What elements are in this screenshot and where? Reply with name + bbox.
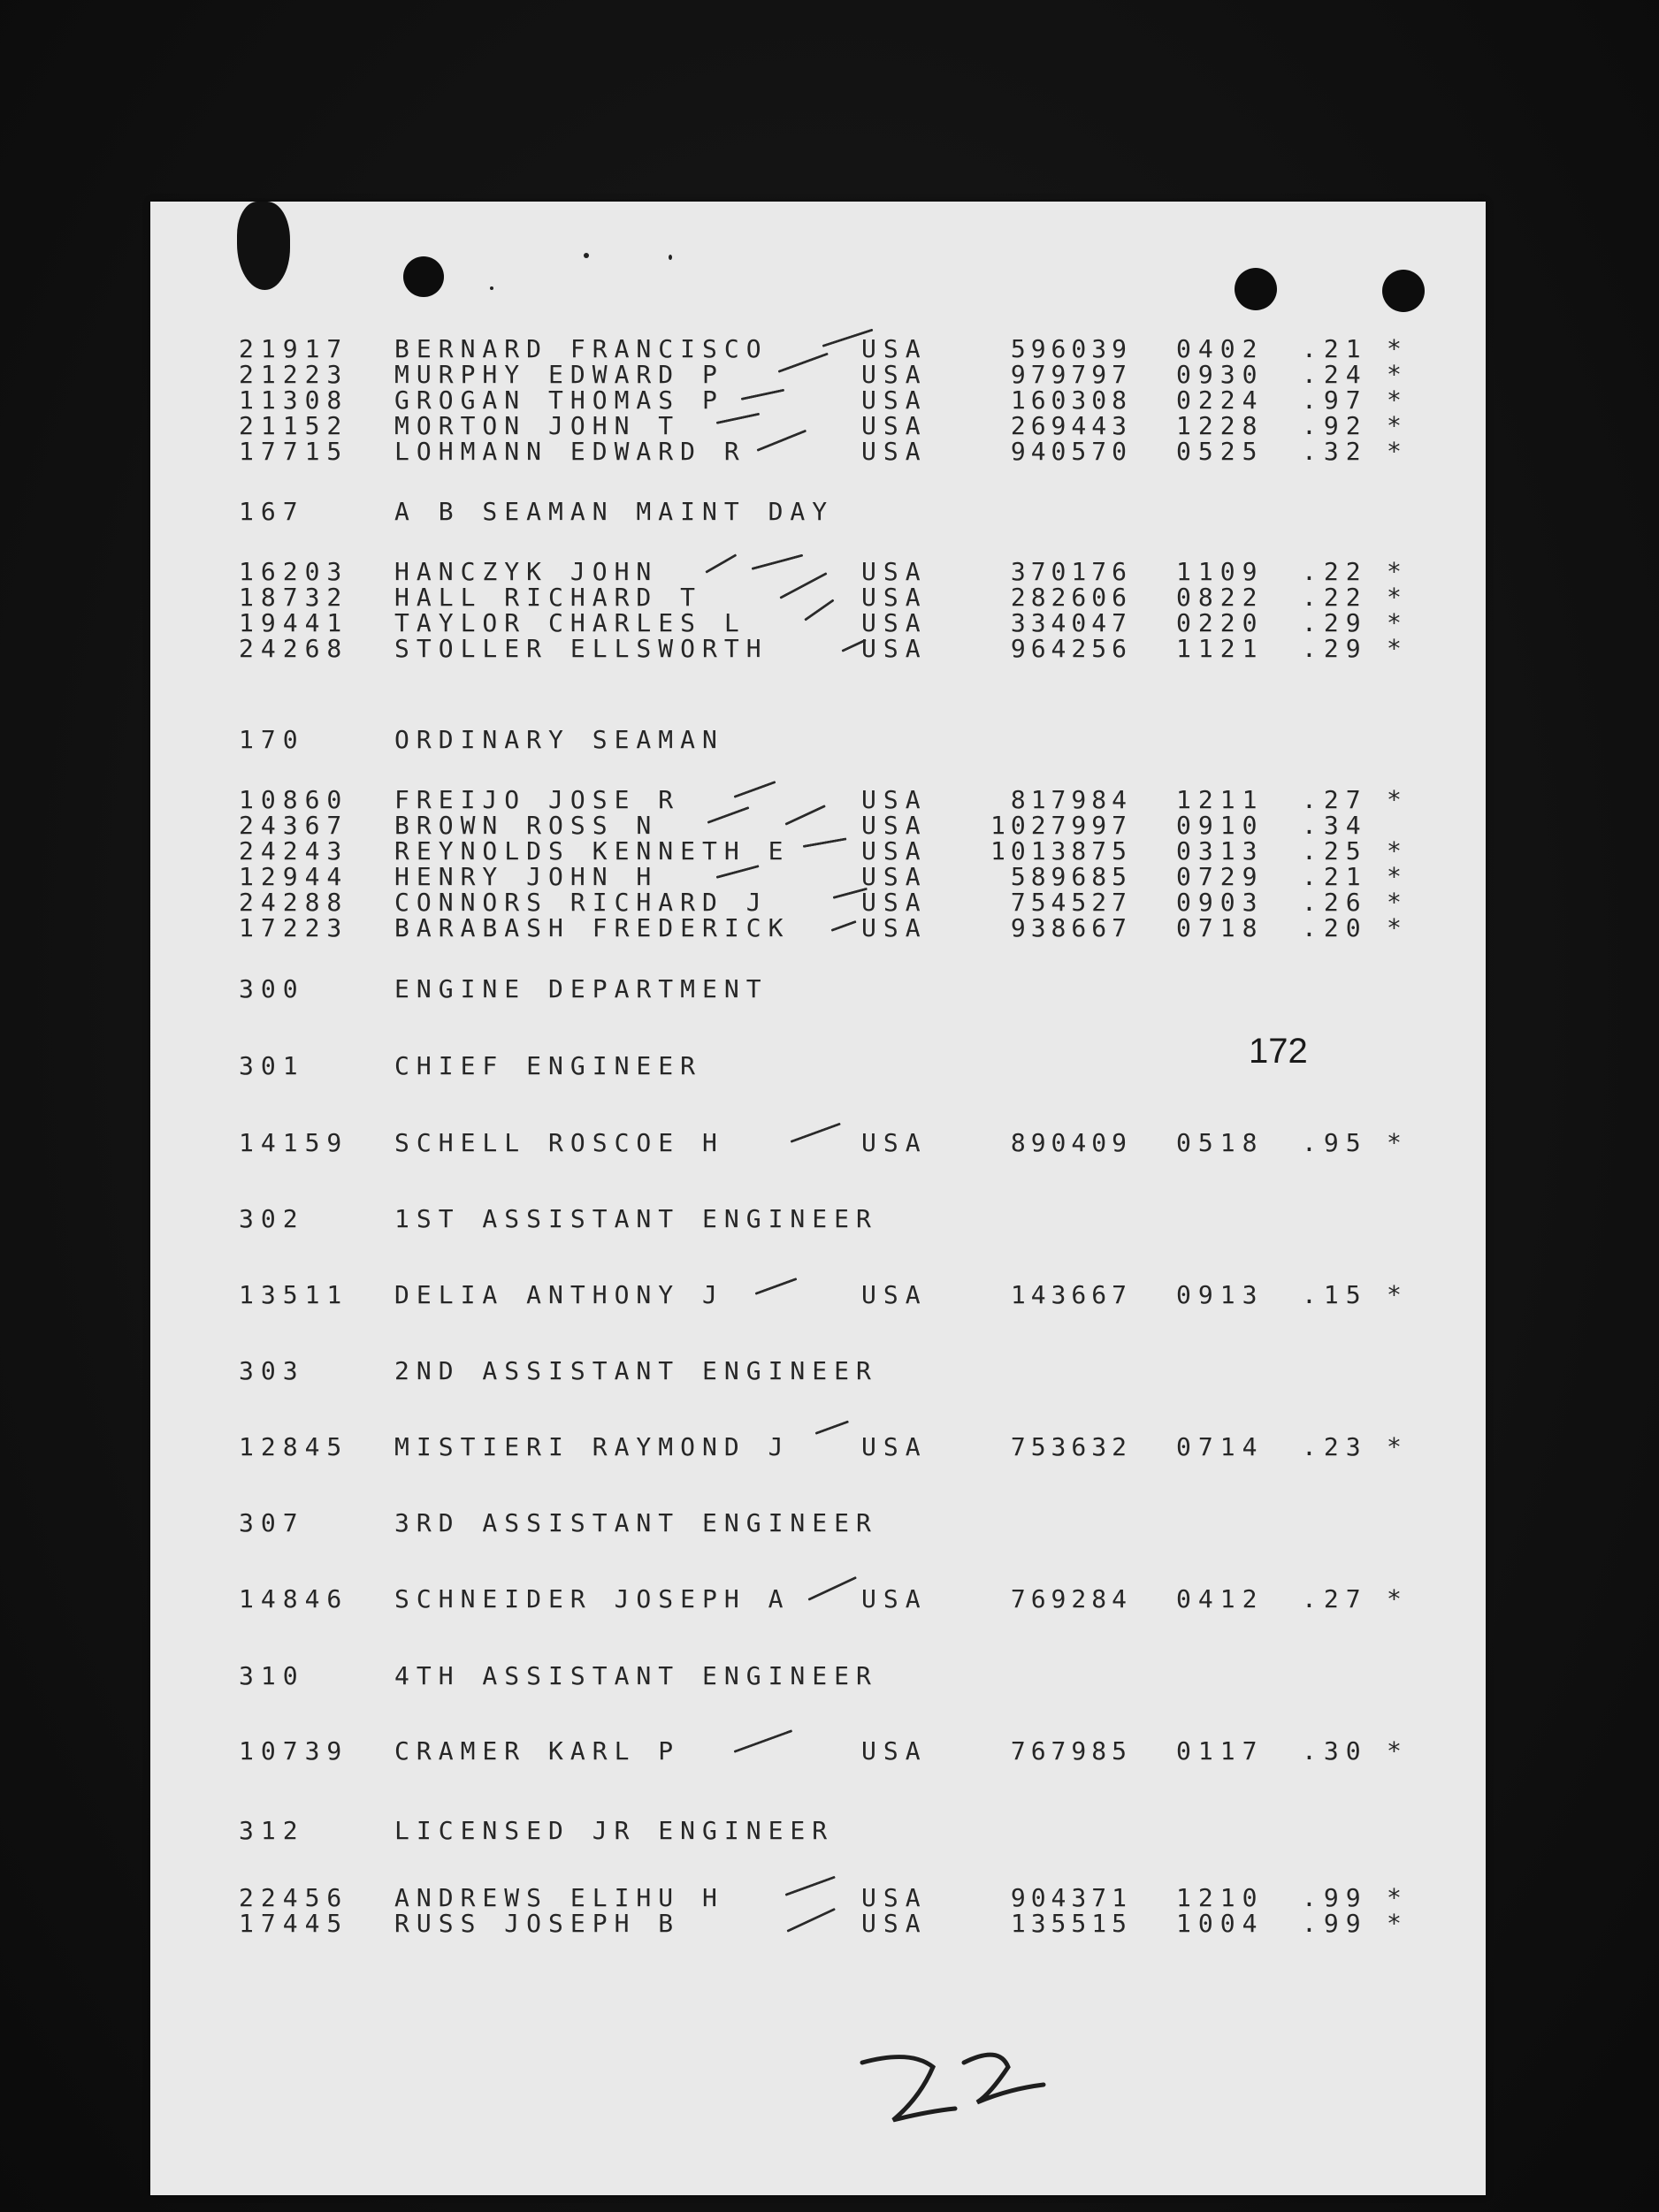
section-heading (150, 1818, 1486, 1844)
check-mark (830, 920, 856, 932)
crew-id: 14846 (239, 1584, 349, 1613)
crew-date: 0402 (1176, 334, 1265, 363)
section-code: 312 (239, 1816, 305, 1845)
crew-number: 938667 (1010, 913, 1132, 942)
crew-date: 0913 (1176, 1280, 1265, 1309)
punch-hole (1235, 268, 1277, 310)
section-title: 3RD ASSISTANT ENGINEER (394, 1508, 878, 1537)
check-mark (803, 837, 847, 848)
crew-id: 24268 (239, 634, 349, 663)
crew-mark: * (1387, 411, 1409, 440)
crew-mark: * (1387, 360, 1409, 389)
crew-nationality: USA (861, 385, 928, 415)
crew-name: RUSS JOSEPH B (394, 1909, 681, 1938)
crew-id: 24367 (239, 811, 349, 840)
crew-date: 0930 (1176, 360, 1265, 389)
crew-rate: .22 (1302, 583, 1368, 612)
crew-nationality: USA (861, 557, 928, 586)
crew-name: MORTON JOHN T (394, 411, 681, 440)
section-code: 310 (239, 1661, 305, 1690)
crew-id: 21152 (239, 411, 349, 440)
crew-row (150, 362, 1486, 388)
crew-mark: * (1387, 1909, 1409, 1938)
crew-id: 19441 (239, 608, 349, 637)
crew-number: 979797 (1010, 360, 1132, 389)
crew-id: 24243 (239, 836, 349, 866)
crew-number: 135515 (1010, 1909, 1132, 1938)
section-title: 1ST ASSISTANT ENGINEER (394, 1204, 878, 1233)
crew-row (150, 439, 1486, 465)
crew-date: 0412 (1176, 1584, 1265, 1613)
crew-row (150, 1885, 1486, 1911)
section-title: CHIEF ENGINEER (394, 1051, 703, 1080)
crew-rate: .99 (1302, 1883, 1368, 1912)
dust-speck (584, 253, 589, 258)
section-heading (150, 1510, 1486, 1537)
crew-number: 754527 (1010, 888, 1132, 917)
crew-nationality: USA (861, 785, 928, 814)
check-mark (754, 1278, 797, 1295)
crew-row (150, 864, 1486, 890)
crew-list-sheet (150, 202, 1486, 2195)
crew-row (150, 1282, 1486, 1308)
section-heading (150, 1663, 1486, 1690)
crew-nationality: USA (861, 811, 928, 840)
crew-row (150, 812, 1486, 839)
crew-number: 269443 (1010, 411, 1132, 440)
crew-mark: * (1387, 1128, 1409, 1157)
crew-nationality: USA (861, 913, 928, 942)
crew-name: CRAMER KARL P (394, 1736, 681, 1766)
check-mark (752, 554, 804, 570)
crew-nationality: USA (861, 888, 928, 917)
crew-number: 143667 (1010, 1280, 1132, 1309)
crew-id: 10739 (239, 1736, 349, 1766)
section-code: 167 (239, 497, 305, 526)
check-mark (733, 1729, 792, 1753)
crew-id: 11308 (239, 385, 349, 415)
crew-id: 18732 (239, 583, 349, 612)
crew-rate: .95 (1302, 1128, 1368, 1157)
crew-number: 589685 (1010, 862, 1132, 891)
check-mark (741, 389, 785, 400)
crew-name: REYNOLDS KENNETH E (394, 836, 791, 866)
crew-number: 596039 (1010, 334, 1132, 363)
section-code: 300 (239, 974, 305, 1003)
crew-nationality: USA (861, 411, 928, 440)
check-mark (733, 781, 776, 798)
crew-nationality: USA (861, 1280, 928, 1309)
crew-mark: * (1387, 1584, 1409, 1613)
crew-number: 817984 (1010, 785, 1132, 814)
crew-date: 0525 (1176, 437, 1265, 466)
crew-mark: * (1387, 608, 1409, 637)
crew-number: 282606 (1010, 583, 1132, 612)
check-mark (716, 865, 760, 879)
crew-row (150, 1434, 1486, 1461)
crew-row (150, 838, 1486, 865)
crew-mark: * (1387, 785, 1409, 814)
crew-id: 21223 (239, 360, 349, 389)
crew-id: 13511 (239, 1280, 349, 1309)
section-title: LICENSED JR ENGINEER (394, 1816, 835, 1845)
crew-nationality: USA (861, 360, 928, 389)
crew-nationality: USA (861, 836, 928, 866)
crew-date: 0313 (1176, 836, 1265, 866)
crew-rate: .26 (1302, 888, 1368, 917)
crew-id: 12845 (239, 1432, 349, 1461)
crew-number: 964256 (1010, 634, 1132, 663)
crew-name: LOHMANN EDWARD R (394, 437, 746, 466)
section-heading (150, 976, 1486, 1003)
crew-id: 17715 (239, 437, 349, 466)
crew-row (150, 915, 1486, 942)
punch-hole (1382, 270, 1425, 312)
crew-date: 0729 (1176, 862, 1265, 891)
crew-number: 160308 (1010, 385, 1132, 415)
crew-rate: .34 (1302, 811, 1368, 840)
crew-rate: .23 (1302, 1432, 1368, 1461)
dust-speck (490, 286, 493, 290)
crew-rate: .27 (1302, 785, 1368, 814)
crew-date: 1004 (1176, 1909, 1265, 1938)
crew-name: DELIA ANTHONY J (394, 1280, 724, 1309)
crew-rate: .92 (1302, 411, 1368, 440)
crew-name: ANDREWS ELIHU H (394, 1883, 724, 1912)
crew-id: 24288 (239, 888, 349, 917)
section-code: 170 (239, 725, 305, 754)
section-title: ORDINARY SEAMAN (394, 725, 724, 754)
crew-date: 0220 (1176, 608, 1265, 637)
section-title: A B SEAMAN MAINT DAY (394, 497, 835, 526)
crew-number: 1013875 (990, 836, 1132, 866)
crew-nationality: USA (861, 583, 928, 612)
crew-name: SCHELL ROSCOE H (394, 1128, 724, 1157)
crew-row (150, 1586, 1486, 1613)
crew-date: 1210 (1176, 1883, 1265, 1912)
crew-nationality: USA (861, 1584, 928, 1613)
crew-row (150, 559, 1486, 585)
crew-date: 1109 (1176, 557, 1265, 586)
crew-row (150, 636, 1486, 662)
crew-id: 14159 (239, 1128, 349, 1157)
crew-name: HANCZYK JOHN (394, 557, 659, 586)
crew-nationality: USA (861, 862, 928, 891)
crew-id: 21917 (239, 334, 349, 363)
check-mark (784, 1876, 835, 1896)
dust-speck (669, 255, 672, 260)
crew-nationality: USA (861, 1736, 928, 1766)
section-title: 2ND ASSISTANT ENGINEER (394, 1356, 878, 1385)
crew-rate: .25 (1302, 836, 1368, 866)
crew-mark: * (1387, 334, 1409, 363)
crew-date: 0117 (1176, 1736, 1265, 1766)
crew-rate: .24 (1302, 360, 1368, 389)
check-mark (716, 413, 761, 424)
check-mark (786, 1908, 836, 1933)
section-title: 4TH ASSISTANT ENGINEER (394, 1661, 878, 1690)
crew-mark: * (1387, 583, 1409, 612)
crew-rate: .97 (1302, 385, 1368, 415)
crew-date: 0224 (1176, 385, 1265, 415)
crew-nationality: USA (861, 1909, 928, 1938)
crew-name: STOLLER ELLSWORTH (394, 634, 768, 663)
crew-id: 22456 (239, 1883, 349, 1912)
section-code: 302 (239, 1204, 305, 1233)
crew-row (150, 1130, 1486, 1156)
crew-rate: .30 (1302, 1736, 1368, 1766)
crew-rate: .21 (1302, 334, 1368, 363)
crew-number: 1027997 (990, 811, 1132, 840)
crew-row (150, 1911, 1486, 1937)
crew-mark: * (1387, 862, 1409, 891)
section-code: 301 (239, 1051, 305, 1080)
crew-mark: * (1387, 557, 1409, 586)
crew-name: GROGAN THOMAS P (394, 385, 724, 415)
crew-number: 370176 (1010, 557, 1132, 586)
crew-rate: .99 (1302, 1909, 1368, 1938)
crew-date: 0910 (1176, 811, 1265, 840)
crew-mark: * (1387, 836, 1409, 866)
punch-hole (403, 256, 444, 297)
crew-nationality: USA (861, 634, 928, 663)
crew-rate: .32 (1302, 437, 1368, 466)
crew-mark: * (1387, 1736, 1409, 1766)
crew-date: 0903 (1176, 888, 1265, 917)
crew-date: 0822 (1176, 583, 1265, 612)
crew-date: 1228 (1176, 411, 1265, 440)
crew-nationality: USA (861, 334, 928, 363)
crew-name: BARABASH FREDERICK (394, 913, 791, 942)
crew-id: 17445 (239, 1909, 349, 1938)
crew-name: MISTIERI RAYMOND J (394, 1432, 791, 1461)
handwritten-note (858, 2036, 1052, 2133)
crew-date: 0718 (1176, 913, 1265, 942)
section-heading (150, 1358, 1486, 1384)
crew-number: 753632 (1010, 1432, 1132, 1461)
check-mark (807, 1576, 857, 1601)
crew-nationality: USA (861, 1883, 928, 1912)
section-heading (150, 1206, 1486, 1232)
crew-mark: * (1387, 385, 1409, 415)
crew-row (150, 584, 1486, 611)
ink-blot (237, 202, 290, 290)
section-code: 303 (239, 1356, 305, 1385)
crew-name: MURPHY EDWARD P (394, 360, 724, 389)
check-mark (705, 553, 737, 574)
section-code: 307 (239, 1508, 305, 1537)
crew-name: HALL RICHARD T (394, 583, 703, 612)
check-mark (814, 1420, 849, 1434)
crew-number: 940570 (1010, 437, 1132, 466)
crew-number: 890409 (1010, 1128, 1132, 1157)
check-mark (790, 1123, 840, 1143)
crew-mark: * (1387, 913, 1409, 942)
crew-name: BERNARD FRANCISCO (394, 334, 768, 363)
crew-rate: .21 (1302, 862, 1368, 891)
crew-mark: * (1387, 1883, 1409, 1912)
crew-mark: * (1387, 634, 1409, 663)
crew-rate: .29 (1302, 608, 1368, 637)
crew-rate: .15 (1302, 1280, 1368, 1309)
crew-mark: * (1387, 1432, 1409, 1461)
crew-mark: * (1387, 888, 1409, 917)
crew-nationality: USA (861, 437, 928, 466)
crew-rate: .27 (1302, 1584, 1368, 1613)
crew-id: 10860 (239, 785, 349, 814)
crew-number: 334047 (1010, 608, 1132, 637)
crew-nationality: USA (861, 1128, 928, 1157)
crew-rate: .29 (1302, 634, 1368, 663)
crew-number: 769284 (1010, 1584, 1132, 1613)
crew-row (150, 1738, 1486, 1765)
crew-rate: .22 (1302, 557, 1368, 586)
section-heading (150, 727, 1486, 753)
crew-date: 0714 (1176, 1432, 1265, 1461)
crew-mark: * (1387, 437, 1409, 466)
crew-date: 1211 (1176, 785, 1265, 814)
crew-name: FREIJO JOSE R (394, 785, 681, 814)
crew-number: 767985 (1010, 1736, 1132, 1766)
crew-row (150, 413, 1486, 439)
crew-id: 12944 (239, 862, 349, 891)
crew-rate: .20 (1302, 913, 1368, 942)
crew-row (150, 387, 1486, 414)
crew-number: 904371 (1010, 1883, 1132, 1912)
crew-name: SCHNEIDER JOSEPH A (394, 1584, 791, 1613)
crew-mark: * (1387, 1280, 1409, 1309)
section-heading (150, 499, 1486, 525)
crew-date: 1121 (1176, 634, 1265, 663)
crew-name: CONNORS RICHARD J (394, 888, 768, 917)
crew-name: HENRY JOHN H (394, 862, 659, 891)
page-number: 172 (1249, 1032, 1308, 1071)
section-title: ENGINE DEPARTMENT (394, 974, 768, 1003)
crew-row (150, 610, 1486, 637)
crew-nationality: USA (861, 1432, 928, 1461)
crew-nationality: USA (861, 608, 928, 637)
crew-id: 16203 (239, 557, 349, 586)
crew-date: 0518 (1176, 1128, 1265, 1157)
crew-name: TAYLOR CHARLES L (394, 608, 746, 637)
crew-id: 17223 (239, 913, 349, 942)
crew-row (150, 889, 1486, 916)
crew-name: BROWN ROSS N (394, 811, 659, 840)
